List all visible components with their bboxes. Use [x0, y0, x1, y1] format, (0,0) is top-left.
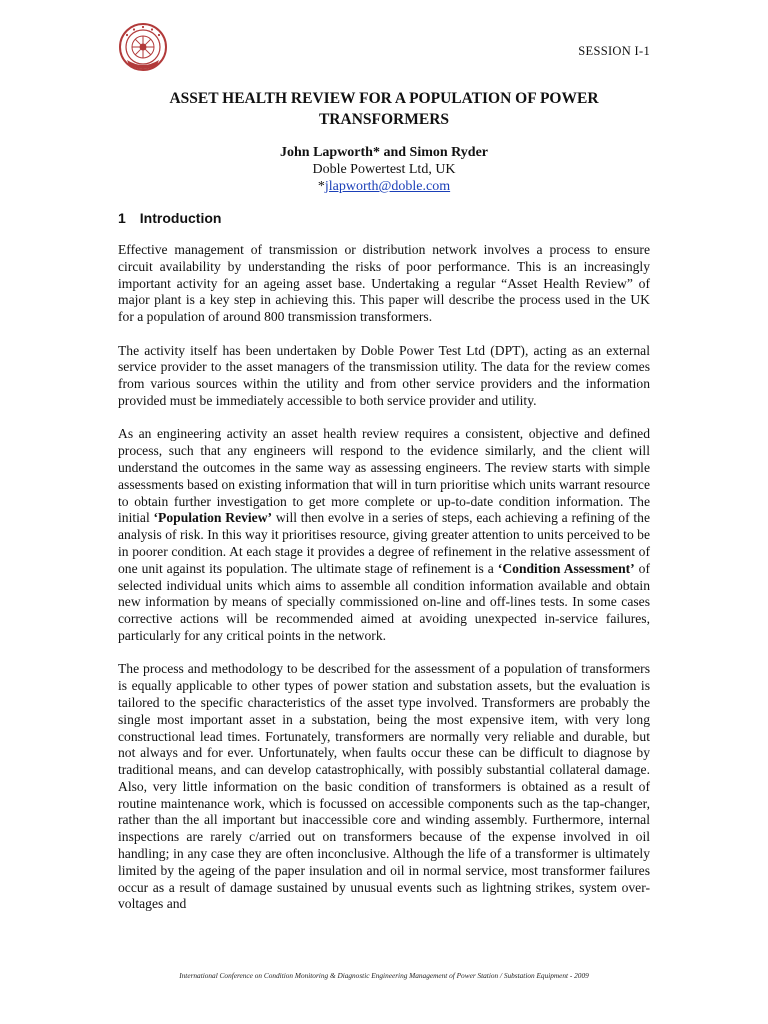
section-number: 1 — [118, 210, 126, 226]
email-asterisk: * — [317, 179, 325, 194]
paper-title — [118, 88, 650, 130]
email-link[interactable]: jlapworth@doble.com — [324, 179, 451, 194]
title-line-1: ASSET HEALTH REVIEW FOR A POPULATION OF POWER — [169, 90, 599, 107]
author-block — [118, 144, 650, 195]
page-footer: International Conference on Condition Monitoring & Diagnostic Engineering Management of Power Station / Substation Equipment - 2009 — [179, 971, 589, 980]
title-line-2: TRANSFORMERS — [318, 111, 450, 128]
conference-seal-logo — [118, 22, 168, 72]
paragraph-2: The activity itself has been undertaken by Doble Power Test Ltd (DPT), acting as an external service provider to the asset managers of the transmission utility. The data for the review comes from various sources within the utility and from other service providers and the information provided must be immediately accessible to both service provider and utility. — [118, 342, 650, 408]
affiliation: Doble Powertest Ltd, UK — [312, 162, 456, 177]
body-text — [118, 242, 650, 930]
paragraph-3-part-a: As an engineering activity an asset health review requires a consistent, objective and defined process, such that any engineers will respond to the evidence similarly, and the client will understand the outcomes in the same way as assessing engineers. The review starts with simple assessments based on existing information that will in turn prioritise which units warrant resource to obtain further investigation to get more complete or up-to-date condition information. The initial — [118, 426, 650, 526]
term-condition-assessment: ‘Condition Assessment’ — [497, 560, 635, 576]
paragraph-3 — [118, 426, 650, 644]
paragraph-3-part-b: will then evolve in a series of steps, each achieving a refining of the analysis of risk. In this way it prioritises resource, giving greater attention to units perceived to be in poorer condition. At each stage it provides a degree of refinement in the relative assessment of one unit against its population. The ultimate stage of refinement is a — [118, 510, 650, 576]
author-names: John Lapworth* and Simon Ryder — [280, 145, 488, 160]
paragraph-4: The process and methodology to be described for the assessment of a population of transformers is equally applicable to other types of power station and substation assets, but the evaluation is tailored to the specific characteristics of the asset type involved. Transformers are probably the single most important asset in a substation, being the most expensive item, with very long constructional lead times. Fortunately, transformers are normally very reliable and durable, but not always and for ever. Unfortunately, when faults occur these can be difficult to diagnose by traditional means, and can develop catastrophically, with possibly substantial collateral damage. Also, very little information on the basic condition of transformers is obtained as a result of routine maintenance work, which is focussed on accessible components such as the tap-changer, rather than the all important but inaccessible core and winding assembly. Furthermore, internal inspections are rarely c/arried out on transformers because of the expense involved in oil handling; in any case they are often inconclusive. Although the life of a transformer is ultimately limited by the ageing of the paper insulation and oil in normal service, most transformer failures occur as a result of damage sustained by unusual events such as lightning strikes, system over-voltages and — [118, 661, 650, 912]
section-heading — [118, 210, 221, 226]
paragraph-3-part-c: of selected individual units which aims to assemble all condition information available and obtain new information by means of specially commissioned on-line and off-lines tests. In some cases corrective actions will be recommended aimed at avoiding unexpected in-service failures, particularly for any critical points in the network. — [118, 560, 650, 643]
section-title: Introduction — [139, 210, 222, 226]
session-label: SESSION I-1 — [578, 44, 650, 58]
contact-email — [118, 178, 650, 195]
paragraph-1: Effective management of transmission or distribution network involves a process to ensure circuit availability by understanding the risks of poor performance. This is an increasingly important activity for an ageing asset base. Undertaking a regular “Asset Health Review” of major plant is a key step in achieving this. This paper will describe the process used in the UK for a population of around 800 transmission transformers. — [118, 242, 650, 325]
term-population-review: ‘Population Review’ — [153, 510, 273, 526]
